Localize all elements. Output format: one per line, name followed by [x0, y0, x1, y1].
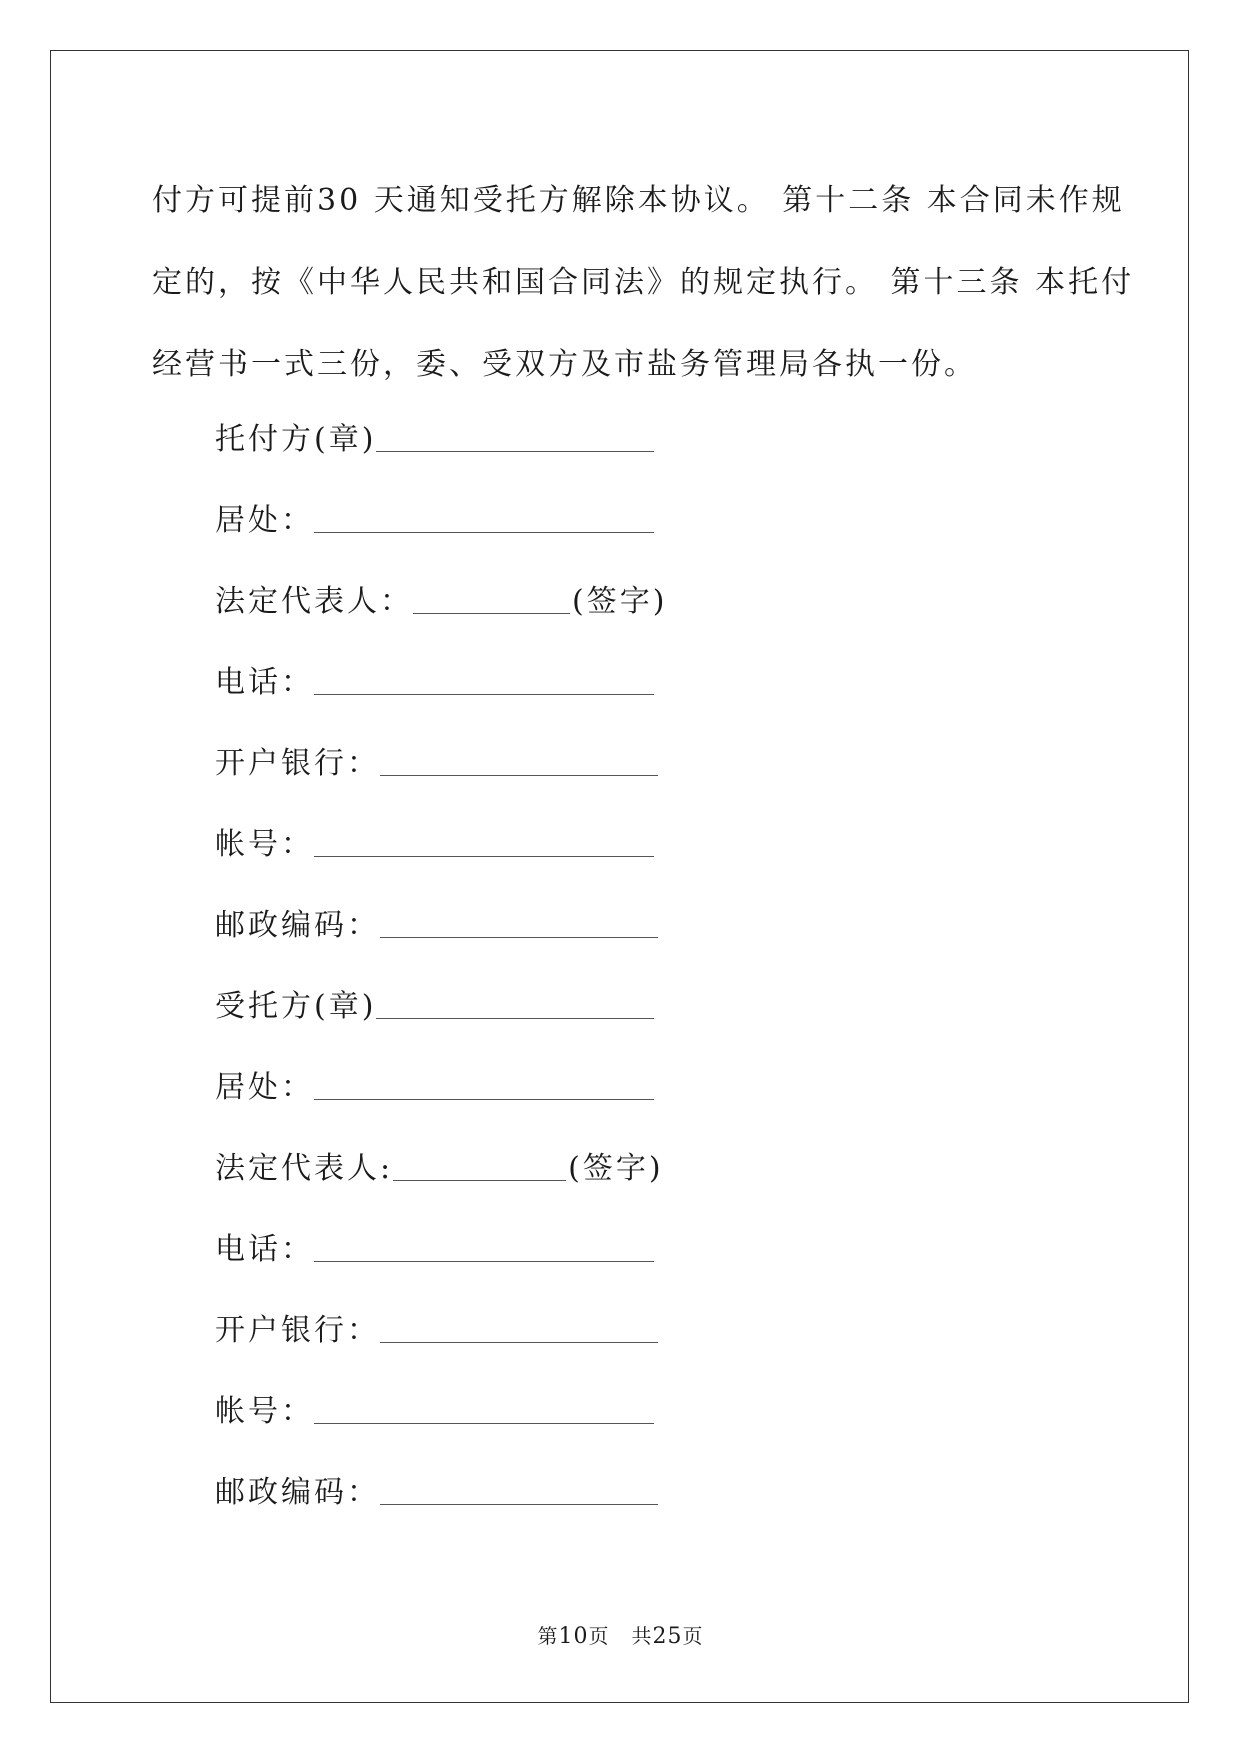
- principal-bank-blank[interactable]: [380, 775, 658, 776]
- agent-postcode-field: [215, 1467, 658, 1511]
- principal-bank-label: 开户银行：: [215, 746, 380, 781]
- agent-legal-rep-blank[interactable]: [393, 1180, 566, 1181]
- agent-postcode-blank[interactable]: [380, 1504, 658, 1505]
- agent-bank-blank[interactable]: [380, 1342, 658, 1343]
- agent-party-label: 受托方(章): [215, 989, 377, 1024]
- paragraph-line: 付方可提前30 天通知受托方解除本协议。 第十二条 本合同未作规: [152, 183, 1125, 218]
- principal-legal-rep-label: 法定代表人：: [215, 584, 413, 619]
- page-footer: [0, 1620, 1241, 1649]
- footer-middle: 页 共: [588, 1624, 653, 1648]
- agent-legal-rep-label: 法定代表人:: [215, 1151, 394, 1186]
- total-pages-number: 25: [652, 1624, 683, 1649]
- principal-account-field: [215, 819, 654, 863]
- principal-phone-field: [215, 657, 654, 701]
- agent-account-label: 帐号：: [215, 1394, 314, 1429]
- agent-bank-field: [215, 1305, 658, 1349]
- paragraph-line: 定的，按《中华人民共和国合同法》的规定执行。 第十三条 本托付: [152, 265, 1135, 300]
- footer-suffix: 页: [682, 1624, 704, 1648]
- agent-address-blank[interactable]: [314, 1099, 654, 1100]
- agent-party-field: [215, 981, 654, 1025]
- agent-phone-field: [215, 1224, 654, 1268]
- footer-prefix: 第: [537, 1624, 559, 1648]
- principal-bank-field: [215, 738, 658, 782]
- agent-address-label: 居处：: [215, 1070, 314, 1105]
- signature-note: (签字): [572, 584, 668, 619]
- principal-address-label: 居处：: [215, 503, 314, 538]
- agent-phone-label: 电话：: [215, 1232, 314, 1267]
- principal-address-blank[interactable]: [314, 532, 654, 533]
- principal-address-field: [215, 495, 654, 539]
- principal-phone-blank[interactable]: [314, 694, 654, 695]
- principal-party-field: [215, 414, 654, 458]
- principal-account-label: 帐号：: [215, 827, 314, 862]
- agent-party-blank[interactable]: [376, 1018, 654, 1019]
- principal-postcode-field: [215, 900, 658, 944]
- principal-legal-rep-blank[interactable]: [413, 613, 570, 614]
- principal-postcode-label: 邮政编码：: [215, 908, 380, 943]
- principal-party-blank[interactable]: [376, 451, 654, 452]
- agent-legal-rep-field: [215, 1143, 664, 1187]
- principal-legal-rep-field: [215, 576, 667, 620]
- agent-address-field: [215, 1062, 654, 1106]
- principal-account-blank[interactable]: [314, 856, 654, 857]
- agent-bank-label: 开户银行：: [215, 1313, 380, 1348]
- agent-postcode-label: 邮政编码：: [215, 1475, 380, 1510]
- agent-phone-blank[interactable]: [314, 1261, 654, 1262]
- current-page-number: 10: [558, 1624, 589, 1649]
- signature-note: (签字): [568, 1151, 664, 1186]
- principal-party-label: 托付方(章): [215, 422, 377, 457]
- principal-postcode-blank[interactable]: [380, 937, 658, 938]
- agent-account-blank[interactable]: [314, 1423, 654, 1424]
- principal-phone-label: 电话：: [215, 665, 314, 700]
- paragraph-line: 经营书一式三份，委、受双方及市盐务管理局各执一份。: [152, 347, 977, 382]
- agent-account-field: [215, 1386, 654, 1430]
- contract-body-paragraph: [152, 160, 1135, 406]
